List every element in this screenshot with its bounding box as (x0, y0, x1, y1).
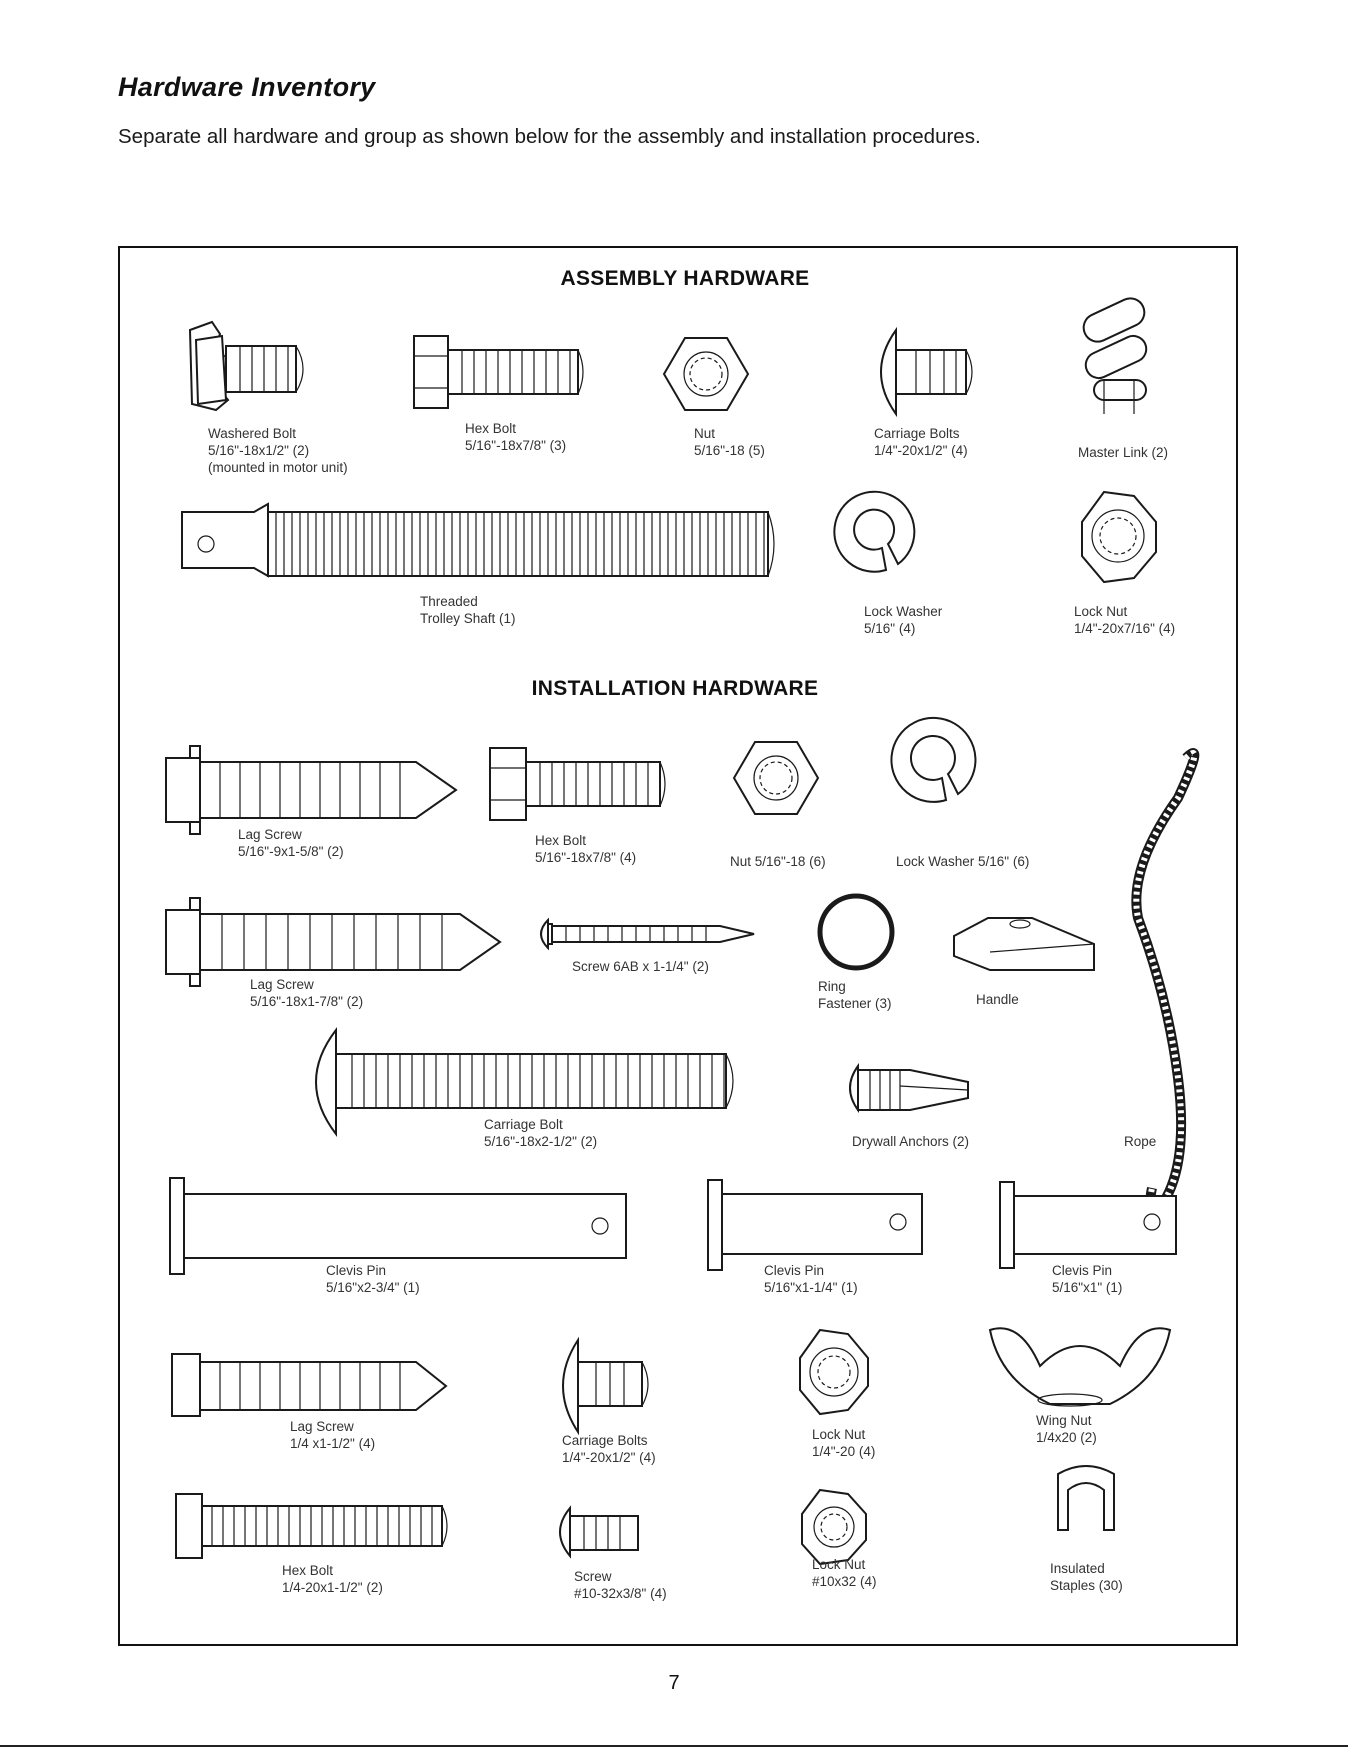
nut-illustration (664, 338, 748, 410)
lock-washer-label: Lock Washer 5/16" (4) (864, 604, 943, 636)
intro-text: Separate all hardware and group as shown below for the assembly and installation procedures. (118, 125, 981, 148)
hex-bolt-illustration (490, 748, 665, 820)
nut-illustration (734, 742, 818, 814)
hex-bolt-illustration (176, 1494, 447, 1558)
clevis-pin-label: Clevis Pin 5/16"x1" (1) (1052, 1263, 1123, 1295)
lag-screw-label: Lag Screw 5/16"-18x1-7/8" (2) (250, 977, 364, 1009)
screw-illustration (541, 920, 754, 948)
installation-hardware-heading: INSTALLATION HARDWARE (531, 677, 819, 700)
washered-bolt-label: Washered Bolt 5/16"-18x1/2" (2) (mounted in motor unit) (208, 426, 348, 475)
carriage-bolts-label: Carriage Bolts 1/4"-20x1/2" (4) (562, 1433, 656, 1465)
lock-nut-illustration (1082, 492, 1156, 582)
clevis-pin-label: Clevis Pin 5/16"x1-1/4" (1) (764, 1263, 858, 1295)
trolley-shaft-illustration (182, 504, 774, 576)
hex-bolt-label: Hex Bolt 5/16"-18x7/8" (3) (465, 421, 567, 453)
screw-label: Screw 6AB x 1-1/4" (2) (572, 959, 709, 974)
wing-nut-label: Wing Nut 1/4x20 (2) (1036, 1413, 1097, 1445)
footer-rule (0, 1745, 1348, 1747)
nut-label: Nut 5/16"-18 (6) (730, 854, 826, 869)
rope-label: Rope (1124, 1134, 1157, 1149)
ring-fastener-label: Ring Fastener (3) (818, 979, 892, 1011)
page-number: 7 (668, 1672, 680, 1694)
lag-screw-illustration (166, 746, 456, 834)
lock-washer-illustration (891, 718, 975, 802)
clevis-pin-illustration (708, 1180, 922, 1270)
master-link-illustration (1079, 294, 1150, 414)
carriage-bolt-label: Carriage Bolt 5/16"-18x2-1/2" (2) (484, 1117, 598, 1149)
insulated-staples-label: Insulated Staples (30) (1050, 1561, 1123, 1593)
insulated-staple-illustration (1058, 1466, 1114, 1530)
lag-screw-label: Lag Screw 5/16"-9x1-5/8" (2) (238, 827, 344, 859)
drywall-anchor-illustration (850, 1066, 968, 1110)
master-link-label: Master Link (2) (1078, 445, 1169, 460)
handle-label: Handle (976, 992, 1019, 1007)
handle-illustration (954, 918, 1094, 970)
clevis-pin-illustration (170, 1178, 626, 1274)
ring-fastener-illustration (820, 896, 892, 968)
lock-nut-illustration (800, 1330, 868, 1414)
screw-label: Screw #10-32x3/8" (4) (574, 1569, 667, 1601)
carriage-bolt-illustration (563, 1340, 648, 1432)
hex-bolt-label: Hex Bolt 1/4-20x1-1/2" (2) (282, 1563, 383, 1595)
lock-nut-label: Lock Nut 1/4"-20x7/16" (4) (1074, 604, 1176, 636)
lock-nut-illustration (802, 1490, 866, 1564)
lock-washer-illustration (834, 492, 914, 572)
hex-bolt-label: Hex Bolt 5/16"-18x7/8" (4) (535, 833, 637, 865)
wing-nut-illustration (990, 1328, 1170, 1406)
carriage-bolt-illustration (881, 330, 972, 414)
hex-bolt-illustration (414, 336, 583, 408)
assembly-hardware-heading: ASSEMBLY HARDWARE (560, 267, 810, 290)
lag-screw-illustration (166, 898, 500, 986)
lag-screw-label: Lag Screw 1/4 x1-1/2" (4) (290, 1419, 376, 1451)
lag-screw-illustration (172, 1354, 446, 1416)
lock-nut-label: Lock Nut #10x32 (4) (812, 1557, 877, 1589)
trolley-shaft-label: Threaded Trolley Shaft (1) (420, 594, 516, 626)
screw-illustration (560, 1508, 638, 1556)
drywall-anchors-label: Drywall Anchors (2) (852, 1134, 970, 1149)
lock-washer-label: Lock Washer 5/16" (6) (896, 854, 1030, 869)
carriage-bolts-label: Carriage Bolts 1/4"-20x1/2" (4) (874, 426, 968, 458)
washered-bolt-illustration (190, 322, 303, 410)
lock-nut-label: Lock Nut 1/4"-20 (4) (812, 1427, 876, 1459)
page-title: Hardware Inventory (118, 72, 376, 102)
clevis-pin-label: Clevis Pin 5/16"x2-3/4" (1) (326, 1263, 420, 1295)
nut-label: Nut 5/16"-18 (5) (694, 426, 765, 458)
